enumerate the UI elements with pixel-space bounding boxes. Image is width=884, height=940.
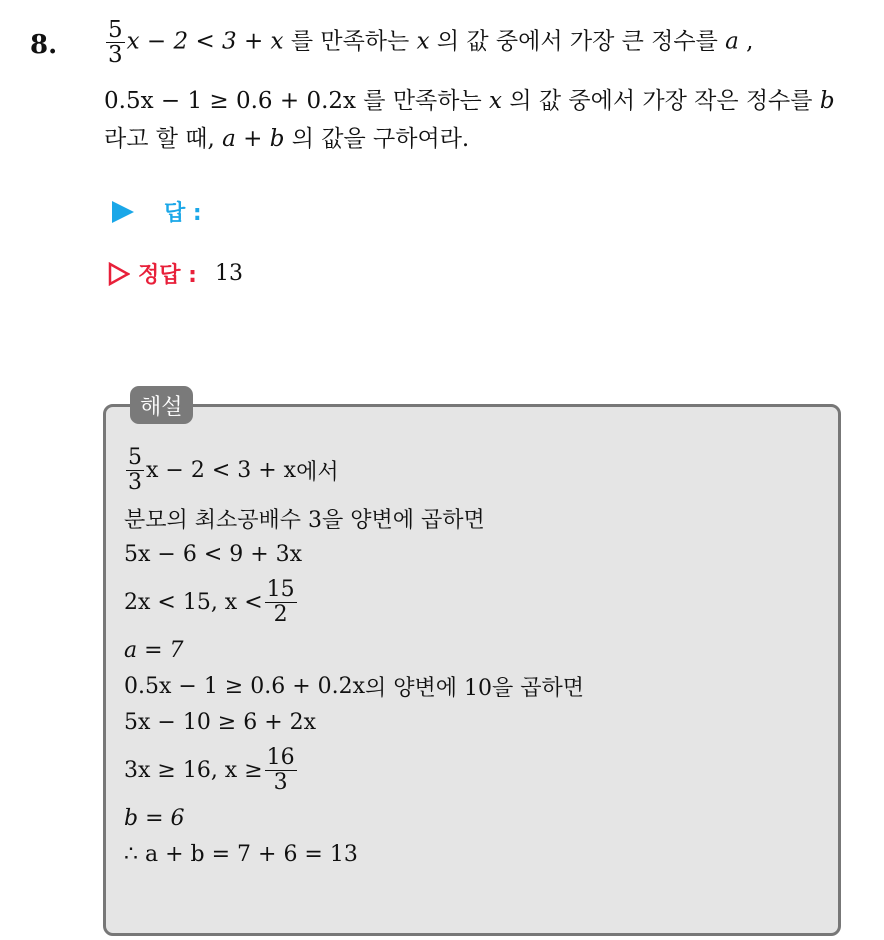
solution-line-3: 5x − 6 < 9 + 3x <box>124 541 303 567</box>
solution-text: 의 양변에 10을 곱하면 <box>365 675 585 701</box>
fraction-numerator: 5 <box>128 445 142 471</box>
fraction-sixteen-thirds <box>265 746 297 793</box>
question-line-1 <box>104 18 753 67</box>
fraction-numerator: 16 <box>266 745 295 771</box>
fraction-denominator: 3 <box>273 769 288 795</box>
solution-expression: 2x < 15, x < <box>124 589 263 615</box>
variable-b: b <box>819 88 835 114</box>
question-line-3 <box>104 120 469 153</box>
inequality-1: x − 2 < 3 + x <box>126 28 284 55</box>
question-text: 의 값 중에서 가장 작은 정수를 <box>502 88 820 114</box>
correct-answer-row <box>108 258 243 289</box>
solution-expression: x − 2 < 3 + x <box>146 457 297 483</box>
question-line-2 <box>104 82 835 115</box>
fraction-numerator: 15 <box>266 577 295 603</box>
question-text: 의 값을 구하여라. <box>284 126 470 152</box>
question-text: 를 만족하는 <box>283 28 417 55</box>
correct-answer-label: 정답 : <box>138 263 197 288</box>
solution-line-9 <box>124 800 824 836</box>
fraction-denominator: 2 <box>273 601 288 627</box>
solution-result-b: b = 6 <box>124 805 185 831</box>
fraction-denominator: 3 <box>108 42 123 69</box>
answer-label: 답 : <box>164 201 202 226</box>
solution-line-4 <box>124 572 824 632</box>
solution-line-1 <box>124 440 824 500</box>
question-text: 의 값 중에서 가장 큰 정수를 <box>429 28 726 55</box>
question-text: 라고 할 때, <box>104 126 223 152</box>
solution-line-7: 5x − 10 ≥ 6 + 2x <box>124 709 317 735</box>
expression-a-plus-b: a + b <box>222 126 285 152</box>
fraction-fifteen-halves <box>265 578 297 625</box>
correct-answer-value: 13 <box>214 261 243 286</box>
outline-triangle-icon <box>108 262 130 286</box>
question-text: 를 만족하는 <box>356 88 490 114</box>
solution-content <box>124 440 824 872</box>
variable-a: a <box>725 28 739 55</box>
solution-result-a: a = 7 <box>124 637 184 663</box>
answer-row <box>108 196 202 227</box>
solution-line-10: ∴ a + b = 7 + 6 = 13 <box>124 841 358 867</box>
variable-x: x <box>489 88 503 114</box>
fraction-numerator: 5 <box>108 17 123 43</box>
fraction-five-thirds <box>126 446 144 493</box>
variable-x: x <box>416 28 430 55</box>
solution-expression: 3x ≥ 16, x ≥ <box>124 757 263 783</box>
solution-tab: 해설 <box>130 386 193 424</box>
solution-line-8 <box>124 740 824 800</box>
play-triangle-icon <box>112 201 134 223</box>
solution-line-2: 분모의 최소공배수 3을 양변에 곱하면 <box>124 507 485 533</box>
solution-line-6 <box>124 668 824 704</box>
fraction-five-thirds <box>106 18 125 67</box>
question-number: 8. <box>30 30 58 60</box>
solution-line-5 <box>124 632 824 668</box>
solution-expression: 0.5x − 1 ≥ 0.6 + 0.2x <box>124 673 366 699</box>
inequality-2: 0.5x − 1 ≥ 0.6 + 0.2x <box>104 88 356 114</box>
solution-text: 에서 <box>296 459 339 485</box>
question-comma: , <box>738 28 754 55</box>
fraction-denominator: 3 <box>128 469 142 495</box>
